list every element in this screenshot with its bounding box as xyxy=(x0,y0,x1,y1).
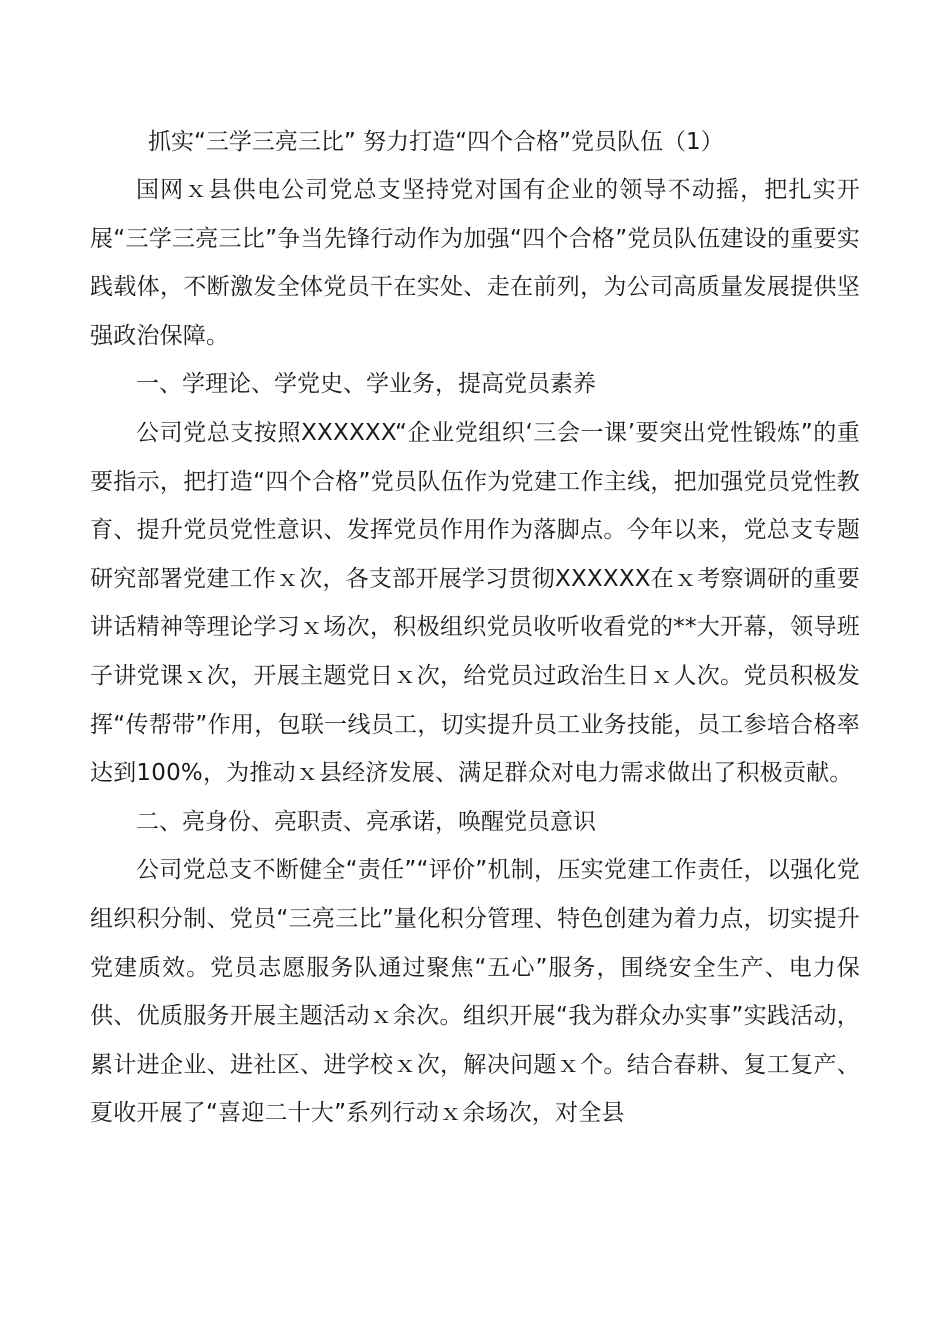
document-title: 抓实“三学三亮三比” 努力打造“四个合格”党员队伍（1） xyxy=(148,129,724,155)
intro-paragraph: 国网ｘ县供电公司党总支坚持党对国有企业的领导不动摇，把扎实开展“三学三亮三比”争当先锋行动作为加强“四个合格”党员队伍建设的重要实践载体，不断激发全体党员干在实处、走在前列，为公司高质量发展提供坚强政治保障。 xyxy=(90,177,860,349)
section-2-heading: 二、亮身份、亮职责、亮承诺，唤醒党员意识 xyxy=(136,808,596,835)
section-1-heading: 一、学理论、学党史、学业务，提高党员素养 xyxy=(136,371,596,398)
document-content xyxy=(90,122,860,1138)
section-2-paragraph: 公司党总支不断健全“责任”“评价”机制，压实党建工作责任，以强化党组织积分制、党员“三亮三比”量化积分管理、特色创建为着力点，切实提升党建质效。党员志愿服务队通过聚焦“五心”服务，围绕安全生产、电力保供、优质服务开展主题活动ｘ余次。组织开展“我为群众办实事”实践活动，累计进企业、进社区、进学校ｘ次，解决问题ｘ个。结合春耕、复工复产、夏收开展了“喜迎二十大”系列行动ｘ余场次，对全县 xyxy=(90,857,860,1127)
section-1-paragraph: 公司党总支按照XXXXXX“企业党组织‘三会一课’要突出党性锻炼”的重要指示，把打造“四个合格”党员队伍作为党建工作主线，把加强党员党性教育、提升党员党性意识、发挥党员作用作为落脚点。今年以来，党总支专题研究部署党建工作ｘ次，各支部开展学习贯彻XXXXXX在ｘ考察调研的重要讲话精神等理论学习ｘ场次，积极组织党员收听收看党的**大开幕，领导班子讲党课ｘ次，开展主题党日ｘ次，给党员过政治生日ｘ人次。党员积极发挥“传帮带”作用，包联一线员工，切实提升员工业务技能，员工参培合格率达到100%，为推动ｘ县经济发展、满足群众对电力需求做出了积极贡献。 xyxy=(90,419,860,787)
